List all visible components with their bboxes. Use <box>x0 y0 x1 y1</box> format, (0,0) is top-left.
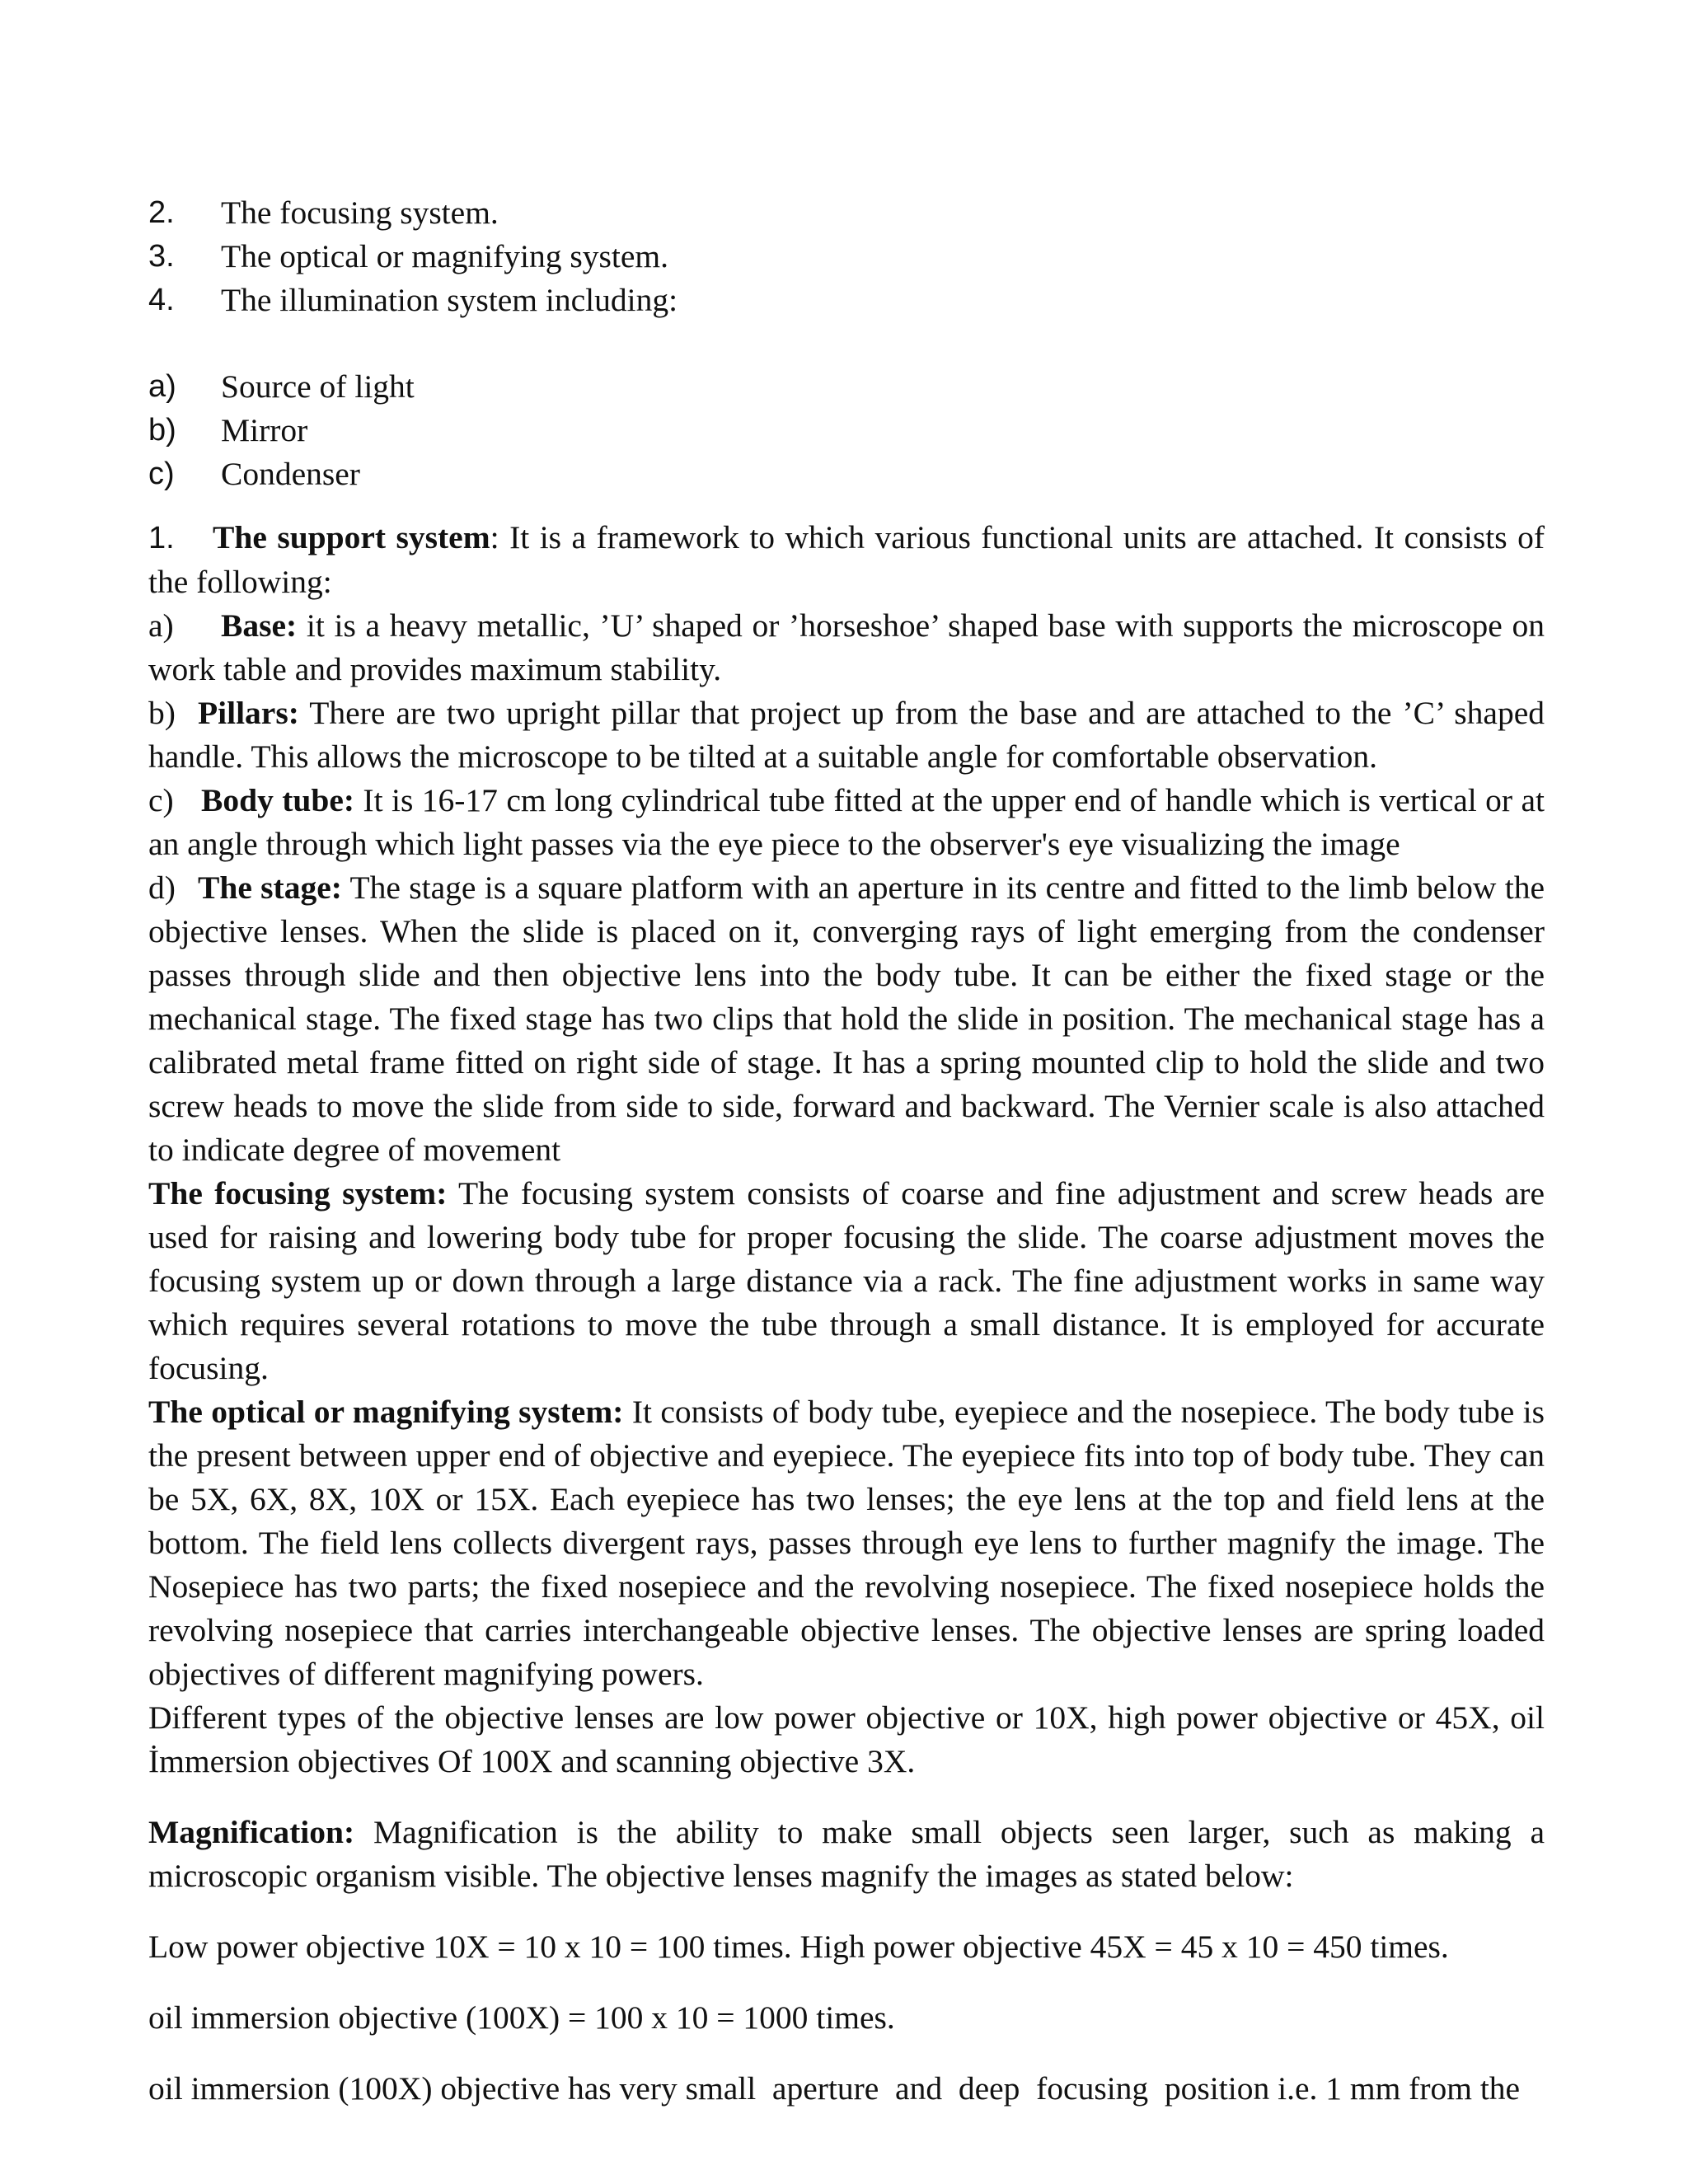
oil-immersion-calc-line: oil immersion objective (100X) = 100 x 10 = 1000 times. <box>148 1999 895 2036</box>
list-item <box>148 365 1545 409</box>
list-marker: 4. <box>148 283 175 317</box>
list-text: Source of light <box>221 368 415 405</box>
oil-immersion-note: oil immersion (100X) objective has very small aperture and deep focusing position i.e. 1 mm from the <box>148 2070 1521 2107</box>
body-tube-heading: Body tube: <box>201 782 355 818</box>
list-item <box>148 279 1545 322</box>
optical-system-heading: The optical or magnifying system: <box>148 1394 624 1430</box>
optical-system-text: It consists of body tube, eyepiece and the nosepiece. The body tube is the present between upper end of objective and eyepiece. The eyepiece fits into top of body tube. They can be 5X, 6X, 8X, 10X or 15X. Each eyepiece has two lenses; the eye lens at the top and field lens at the bottom. The field lens collects divergent rays, passes through eye lens to further magnify the image. The Nosepiece has two parts; the fixed nosepiece and the revolving nosepiece. The fixed nosepiece holds the revolving nosepiece that carries interchangeable objective lenses. The objective lenses are spring loaded objectives of different magnifying powers. <box>148 1394 1545 1692</box>
pillars-text: There are two upright pillar that project up from the base and are attached to the ’C’ shaped handle. This allows the microscope to be tilted at a suitable angle for comfortable observation. <box>148 695 1545 775</box>
support-system-heading: The support system <box>213 519 490 555</box>
pillars-heading: Pillars: <box>198 695 299 731</box>
list-marker: 2. <box>148 195 175 230</box>
base-text: it is a heavy metallic, ’U’ shaped or ’horseshoe’ shaped base with supports the microscope on work table and provides maximum stability. <box>148 607 1545 687</box>
support-system-paragraph <box>148 516 1545 604</box>
section-number: 1. <box>148 521 175 555</box>
list-marker: 3. <box>148 239 175 274</box>
magnification-heading: Magnification: <box>148 1814 355 1850</box>
list-item <box>148 409 1545 452</box>
item-marker: c) <box>148 782 174 818</box>
list-text: Condenser <box>221 456 360 492</box>
list-marker: b) <box>148 413 176 448</box>
item-marker: d) <box>148 869 176 906</box>
body-tube-paragraph <box>148 779 1545 866</box>
magnification-text: Magnification is the ability to make small objects seen larger, such as making a microscopic organism visible. The objective lenses magnify the images as stated below: <box>148 1814 1545 1894</box>
item-marker: b) <box>148 695 176 731</box>
focusing-system-paragraph <box>148 1172 1545 1390</box>
magnification-calc-line: Low power objective 10X = 10 x 10 = 100 times. High power objective 45X = 45 x 10 = 450 times. <box>148 1929 1449 1965</box>
list-marker: a) <box>148 369 176 404</box>
magnification-paragraph <box>148 1811 1545 1898</box>
list-text: The optical or magnifying system. <box>221 238 669 274</box>
list-text: The focusing system. <box>221 194 499 231</box>
base-paragraph <box>148 604 1545 691</box>
focusing-system-heading: The focusing system: <box>148 1175 448 1212</box>
illumination-list <box>148 365 1545 496</box>
list-text: The illumination system including: <box>221 282 678 318</box>
list-marker: c) <box>148 457 175 491</box>
system-list <box>148 191 1545 322</box>
base-heading: Base: <box>221 607 298 644</box>
stage-paragraph <box>148 866 1545 1172</box>
objective-types-paragraph: Different types of the objective lenses are low power objective or 10X, high power objective or 45X, oil İmmersion objectives Of 100X and scanning objective 3X. <box>148 1699 1545 1779</box>
item-marker: a) <box>148 607 174 644</box>
list-item <box>148 235 1545 279</box>
list-text: Mirror <box>221 412 308 448</box>
support-system-text: : It is a framework to which various functional units are attached. It consists of the following: <box>148 519 1545 600</box>
optical-system-paragraph <box>148 1390 1545 1696</box>
body-tube-text: It is 16-17 cm long cylindrical tube fitted at the upper end of handle which is vertical or at an angle through which light passes via the eye piece to the observer's eye visualizing the image <box>148 782 1545 862</box>
list-item <box>148 452 1545 496</box>
stage-heading: The stage: <box>198 869 342 906</box>
document-page <box>148 191 1545 2111</box>
pillars-paragraph <box>148 691 1545 779</box>
focusing-system-text: The focusing system consists of coarse and fine adjustment and screw heads are used for raising and lowering body tube for proper focusing the slide. The coarse adjustment moves the focusing system up or down through a large distance via a rack. The fine adjustment works in same way which requires several rotations to move the tube through a small distance. It is employed for accurate focusing. <box>148 1175 1545 1386</box>
list-item <box>148 191 1545 235</box>
stage-text: The stage is a square platform with an aperture in its centre and fitted to the limb below the objective lenses. When the slide is placed on it, converging rays of light emerging from the condenser passes through slide and then objective lens into the body tube. It can be either the fixed stage or the mechanical stage. The fixed stage has two clips that hold the slide in position. The mechanical stage has a calibrated metal frame fitted on right side of stage. It has a spring mounted clip to hold the slide and two screw heads to move the slide from side to side, forward and backward. The Vernier scale is also attached to indicate degree of movement <box>148 869 1545 1168</box>
